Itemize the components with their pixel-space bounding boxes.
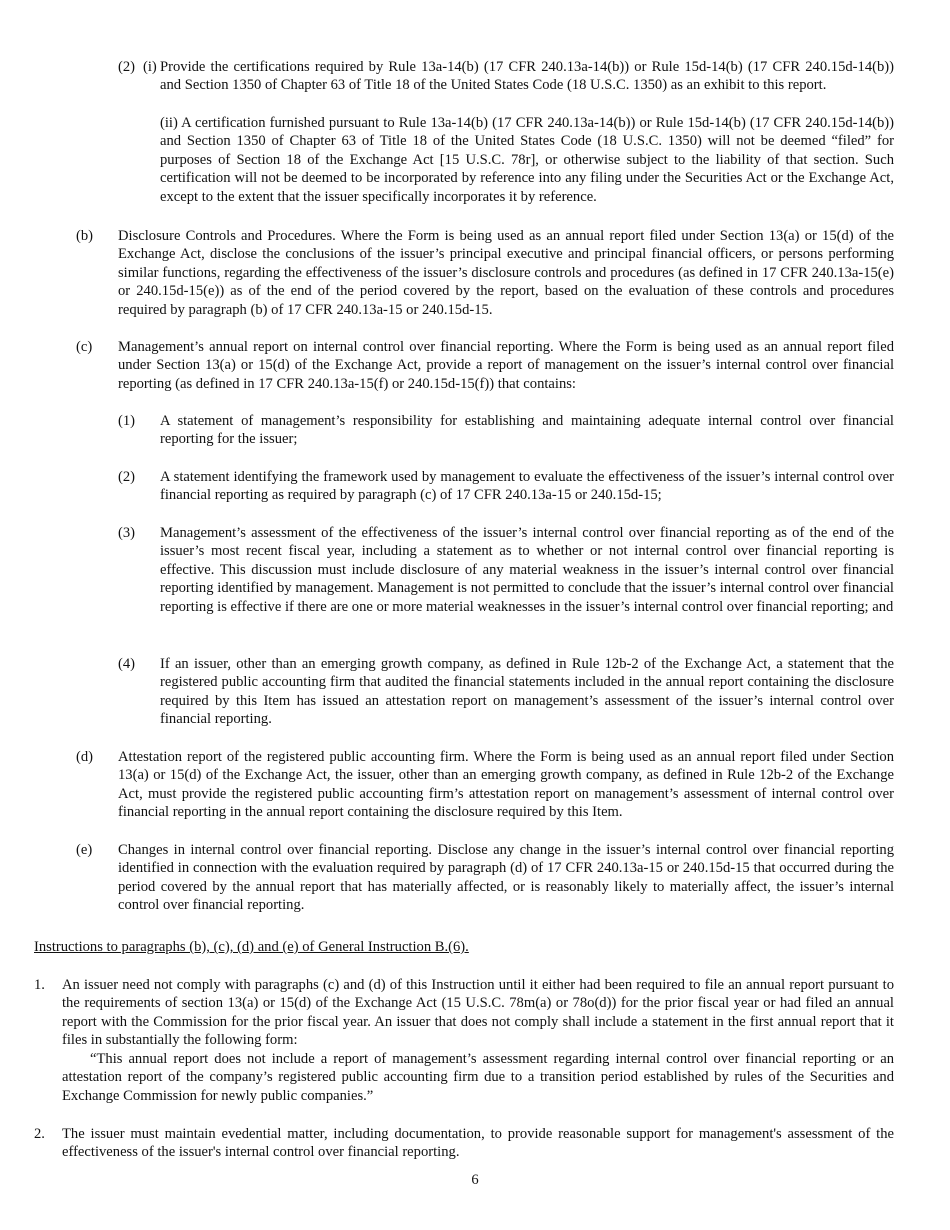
item-c-3-text: Management’s assessment of the effectiveness of the issuer’s internal control over financial reporting as of the end of the issuer’s most recent fiscal year, including a statement as to whether or not internal control over financial reporting is effective. This discussion must include disclosure of any material weakness in the issuer’s internal control over financial reporting identified by management. Management is not permitted to conclude that the issuer’s internal control over financial reporting is effective if there are one or more material weaknesses in the issuer’s internal control over financial reporting; and	[160, 525, 894, 615]
item-d-text: Attestation report of the registered public accounting firm. Where the Form is being used as an annual report filed under Section 13(a) or 15(d) of the Exchange Act, the issuer, other than an emerging growth company, as defined in Rule 12b-2 of the Exchange Act, must provide the registered public accounting firm’s attestation report on management’s assessment of internal control over financial reporting in the annual report containing the disclosure required by this Item.	[118, 749, 894, 821]
item-c-4-text: If an issuer, other than an emerging growth company, as defined in Rule 12b-2 of the Exchange Act, a statement that the registered public accounting firm that audited the financial statements included in the annual report containing the disclosure required by this Item has issued an attestation report on management’s assessment of the issuer’s internal control over financial reporting.	[160, 656, 894, 728]
item-c-2-text: A statement identifying the framework used by management to evaluate the effectiveness of the issuer’s internal control over financial reporting as required by paragraph (c) of 17 CFR 240.13a-15 or 240.15d-15;	[160, 469, 894, 504]
item-2-i-label: (i)	[143, 59, 157, 75]
item-2-ii-text: (ii) A certification furnished pursuant to Rule 13a-14(b) (17 CFR 240.13a-14(b)) or Rule 15d-14(b) (17 CFR 240.15d-14(b)) and Section 1350 of Chapter 63 of Title 18 of the United States Code (18 U.S.C. 1350) will not be deemed “filed” for purposes of Section 18 of the Exchange Act [15 U.S.C. 78r], or otherwise subject to the liability of that section. Such certification will not be deemed to be incorporated by reference into any filing under the Securities Act or the Exchange Act, except to the extent that the issuer specifically incorporates it by reference.	[160, 115, 894, 205]
item-2-i-text: Provide the certifications required by Rule 13a-14(b) (17 CFR 240.13a-14(b)) or Rule 15d-14(b) (17 CFR 240.15d-14(b)) and Section 1350 of Chapter 63 of Title 18 of the United States Code (18 U.S.C. 1350) as an exhibit to this report.	[160, 59, 894, 94]
item-e-text: Changes in internal control over financial reporting. Disclose any change in the issuer’s internal control over financial reporting identified in connection with the evaluation required by paragraph (d) of 17 CFR 240.13a-15 or 240.15d-15 that occurred during the period covered by the annual report that has materially affected, or is reasonably likely to materially affect, the issuer’s internal control over financial reporting.	[118, 842, 894, 914]
instruction-1-quote: “This annual report does not include a report of management’s assessment regarding internal control over financial reporting or an attestation report of the company’s registered public accounting firm due to a transition period established by rules of the Securities and Exchange Commission for newly public companies.”	[62, 1051, 894, 1104]
instructions-heading: Instructions to paragraphs (b), (c), (d) and (e) of General Instruction B.(6).	[34, 939, 469, 955]
instruction-1-text: An issuer need not comply with paragraphs (c) and (d) of this Instruction until it either had been required to file an annual report pursuant to the requirements of section 13(a) or 15(d) of the Exchange Act (15 U.S.C. 78m(a) or 78o(d)) for the prior fiscal year or had filed an annual report with the Commission for the prior fiscal year. An issuer that does not comply shall include a statement in the first annual report that it files in substantially the following form:	[62, 977, 894, 1049]
item-b-text: Disclosure Controls and Procedures. Where the Form is being used as an annual report filed under Section 13(a) or 15(d) of the Exchange Act, disclose the conclusions of the issuer’s principal executive and principal financial officers, or persons performing similar functions, regarding the effectiveness of the issuer’s disclosure controls and procedures (as defined in 17 CFR 240.13a-15(e) or 240.15d-15(e)) as of the end of the period covered by the report, based on the evaluation of these controls and procedures required by paragraph (b) of 17 CFR 240.13a-15 or 240.15d-15.	[118, 228, 894, 318]
item-c-1-text: A statement of management’s responsibility for establishing and maintaining adequate internal control over financial reporting for the issuer;	[160, 413, 894, 448]
item-d-label: (d)	[76, 749, 94, 765]
item-c-text: Management’s annual report on internal control over financial reporting. Where the Form is being used as an annual report filed under Section 13(a) or 15(d) of the Exchange Act, provide a report of management on the issuer’s internal control over financial reporting (as defined in 17 CFR 240.13a-15(f) or 240.15d-15(f)) that contains:	[118, 339, 894, 392]
instruction-2-text: The issuer must maintain evedential matter, including documentation, to provide reasonable support for management's assessment of the effectiveness of the issuer's internal control over financial reporting.	[62, 1126, 894, 1161]
page-number: 6	[471, 1172, 479, 1188]
item-e-label: (e)	[76, 842, 93, 858]
item-2-label: (2)	[118, 59, 136, 75]
item-c-3-label: (3)	[118, 525, 136, 541]
instruction-1-label: 1.	[34, 977, 45, 993]
item-c-4-label: (4)	[118, 656, 136, 672]
instruction-2-label: 2.	[34, 1126, 45, 1142]
item-c-1-label: (1)	[118, 413, 136, 429]
item-c-label: (c)	[76, 339, 93, 355]
item-b-label: (b)	[76, 228, 94, 244]
item-c-2-label: (2)	[118, 469, 136, 485]
